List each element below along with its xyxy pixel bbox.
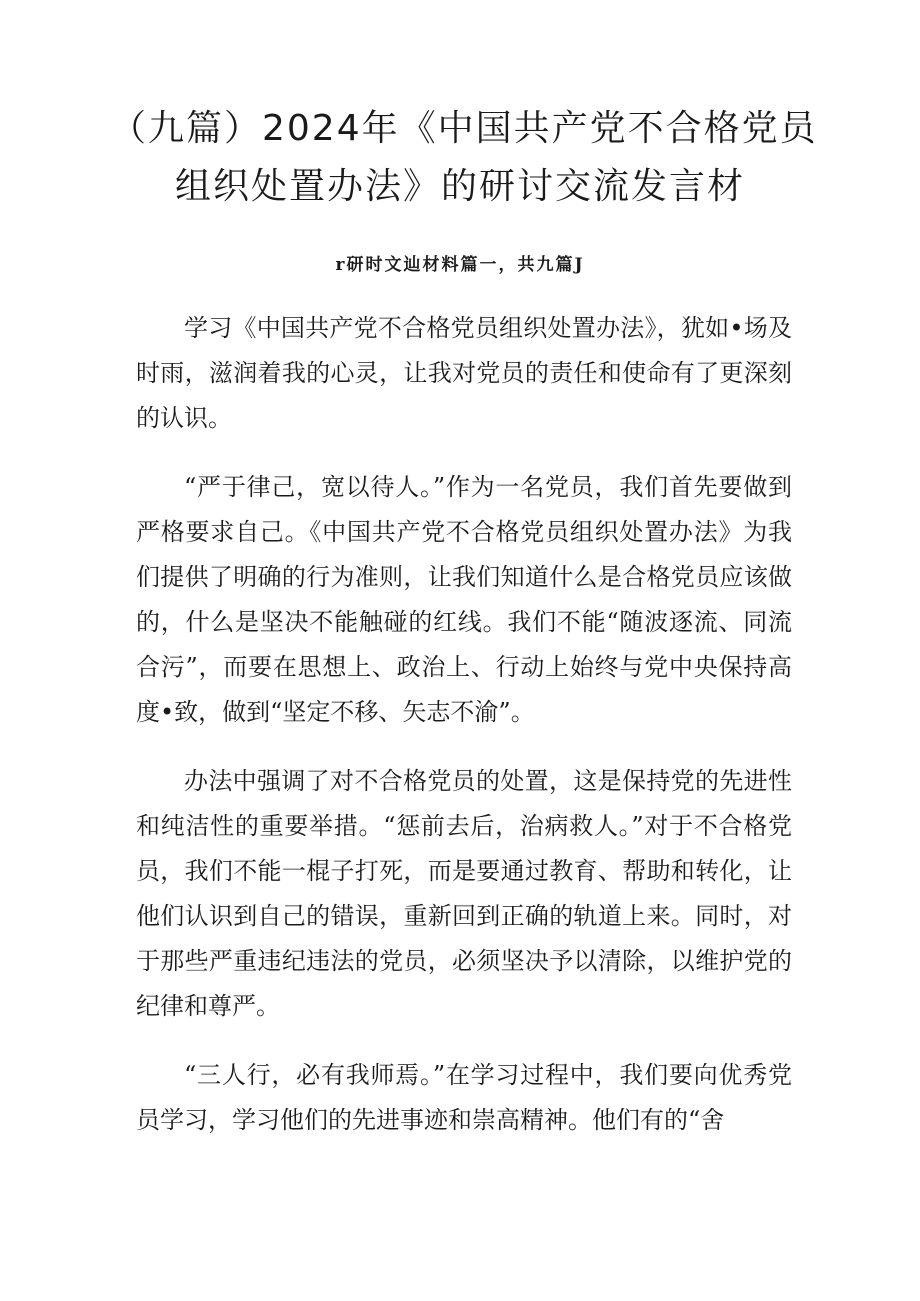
title-line-1: （九篇）2024年《中国共产党不合格党员	[110, 108, 818, 149]
title-line-2: 组织处置办法》的研讨交流发言材	[174, 166, 745, 207]
paragraph-3: 办法中强调了对不合格党员的处置，这是保持党的先进性和纯洁性的重要举措。“惩前去后，治病救人。”对于不合格党员，我们不能一棍子打死，而是要通过教育、帮助和转化，让他们认识到自己的错误，重新回到正确的轨道上来。同时，对于那些严重违纪违法的党员，必须坚决予以清除，以维护党的纪律和尊严。	[136, 767, 792, 1020]
paragraph-1: 学习《中国共产党不合格党员组织处置办法》，犹如•场及时雨，滋润着我的心灵，让我对党员的责任和使命有了更深刻的认识。	[136, 314, 792, 432]
document-subtitle: r研时文辿材料篇一，共九篇J	[335, 255, 585, 275]
document-body	[136, 306, 792, 1167]
paragraph-4: “三人行，必有我师焉。”在学习过程中，我们要向优秀党员学习，学习他们的先进事迹和崇高精神。他们有的“舍	[136, 1061, 792, 1134]
paragraph-2: “严于律己，宽以待人。”作为一名党员，我们首先要做到严格要求自己。《中国共产党不合格党员组织处置办法》为我们提供了明确的行为准则，让我们知道什么是合格党员应该做的，什么是坚决不能触碰的红线。我们不能“随波逐流、同流合污”，而要在思想上、政治上、行动上始终与党中央保持高度•致，做到“坚定不移、矢志不渝”。	[136, 473, 792, 726]
document-title	[110, 100, 818, 216]
